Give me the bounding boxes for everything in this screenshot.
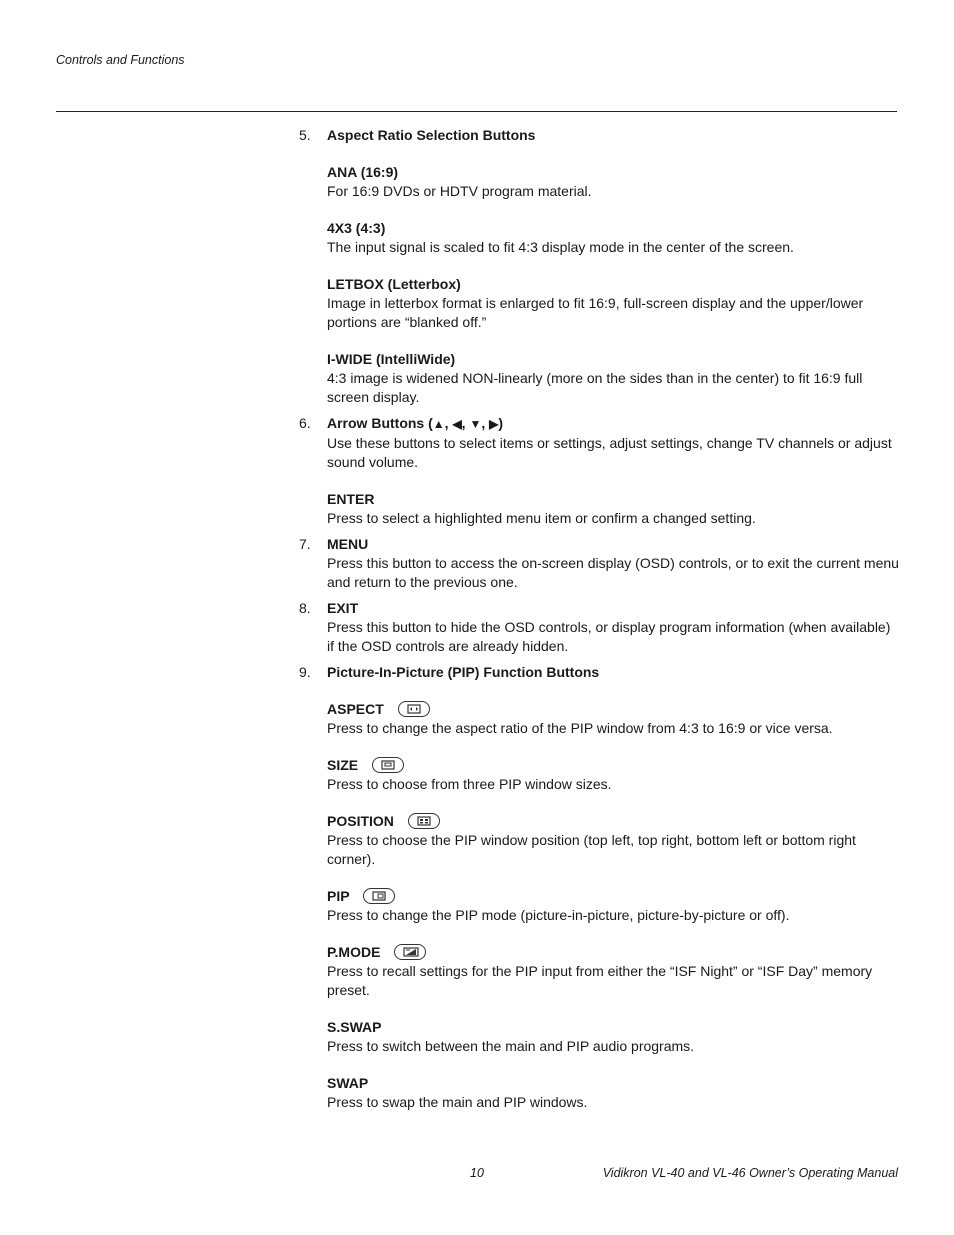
item-number: 7.: [299, 536, 311, 552]
item-title: Arrow Buttons (▲, ◀, ▼, ▶): [327, 415, 504, 431]
up-arrow-icon: ▲: [432, 417, 445, 431]
item-title: Aspect Ratio Selection Buttons: [327, 127, 536, 143]
subsection-pip: [327, 887, 899, 925]
subsection-label: ANA (16:9): [327, 164, 399, 180]
subsection-pmode: [327, 943, 899, 1000]
subsection-text: Press to change the aspect ratio of the PIP window from 4:3 to 16:9 or vice versa.: [327, 720, 833, 736]
item-title: MENU: [327, 536, 369, 552]
subsection-label: I-WIDE (IntelliWide): [327, 351, 456, 367]
subsection-4x3: [327, 219, 899, 257]
list-item-arrow-buttons: [299, 414, 899, 528]
subsection-label: P.MODE: [327, 944, 381, 960]
item-text: Press this button to access the on-screen display (OSD) controls, or to exit the current menu and return to the previous one.: [327, 555, 899, 590]
manual-title: Vidikron VL-40 and VL-46 Owner’s Operating Manual: [602, 1166, 898, 1180]
subsection-sswap: [327, 1018, 899, 1056]
subsection-label-row: [327, 756, 899, 775]
subsection-swap: [327, 1074, 899, 1112]
subsection-enter: [327, 490, 899, 528]
subsection-label-row: [327, 943, 899, 962]
subsection-text: Press to swap the main and PIP windows.: [327, 1094, 588, 1110]
subsection-label: S.SWAP: [327, 1019, 382, 1035]
item-title: EXIT: [327, 600, 359, 616]
item-text: Use these buttons to select items or settings, adjust settings, change TV channels or adjust sound volume.: [327, 435, 892, 470]
list-item-pip: [299, 663, 899, 1112]
subsection-label-row: [327, 700, 899, 719]
subsection-iwide: [327, 350, 899, 407]
subsection-text: The input signal is scaled to fit 4:3 display mode in the center of the screen.: [327, 239, 794, 255]
item-number: 5.: [299, 127, 311, 143]
header-divider: [56, 111, 897, 112]
right-arrow-icon: ▶: [489, 417, 499, 431]
subsection-label: 4X3 (4:3): [327, 220, 386, 236]
list-item-exit: [299, 599, 899, 656]
item-title-text: Arrow Buttons (: [327, 415, 433, 431]
subsection-text: Press to choose from three PIP window sizes.: [327, 776, 612, 792]
subsection-aspect: [327, 700, 899, 738]
item-title-end: ): [498, 415, 504, 431]
subsection-label: ENTER: [327, 491, 375, 507]
position-button-icon: [408, 813, 440, 829]
item-text: Press this button to hide the OSD controls, or display program information (when available) if the OSD controls are already hidden.: [327, 619, 891, 654]
subsection-text: Press to select a highlighted menu item or confirm a changed setting.: [327, 510, 756, 526]
subsection-label: POSITION: [327, 813, 394, 829]
subsection-text: Press to recall settings for the PIP input from either the “ISF Night” or “ISF Day” memory preset.: [327, 963, 873, 998]
left-arrow-icon: ◀: [452, 417, 462, 431]
pmode-button-icon: [394, 944, 426, 960]
subsection-label: SIZE: [327, 757, 359, 773]
size-button-icon: [372, 757, 404, 773]
item-number: 9.: [299, 664, 311, 680]
main-content: [299, 126, 899, 1119]
subsection-label: SWAP: [327, 1075, 369, 1091]
subsection-label: PIP: [327, 888, 350, 904]
subsection-text: Press to switch between the main and PIP audio programs.: [327, 1038, 695, 1054]
subsection-text: For 16:9 DVDs or HDTV program material.: [327, 183, 592, 199]
aspect-button-icon: [398, 701, 430, 717]
item-title: Picture-In-Picture (PIP) Function Buttons: [327, 664, 600, 680]
subsection-ana: [327, 163, 899, 201]
subsection-label-row: [327, 812, 899, 831]
subsection-size: [327, 756, 899, 794]
list-item-aspect-ratio: [299, 126, 899, 407]
subsection-text: Press to change the PIP mode (picture-in-picture, picture-by-picture or off).: [327, 907, 790, 923]
pip-button-icon: [363, 888, 395, 904]
item-number: 6.: [299, 415, 311, 431]
subsection-label-row: [327, 887, 899, 906]
page-number: 10: [470, 1166, 484, 1180]
subsection-text: 4:3 image is widened NON-linearly (more on the sides than in the center) to fit 16:9 full screen display.: [327, 370, 863, 405]
running-header: Controls and Functions: [56, 53, 185, 67]
down-arrow-icon: ▼: [469, 417, 482, 431]
subsection-label: ASPECT: [327, 701, 384, 717]
subsection-text: Press to choose the PIP window position (top left, top right, bottom left or bottom right corner).: [327, 832, 856, 867]
subsection-text: Image in letterbox format is enlarged to fit 16:9, full-screen display and the upper/lower portions are “blanked off.”: [327, 295, 864, 330]
subsection-label: LETBOX (Letterbox): [327, 276, 461, 292]
subsection-letbox: [327, 275, 899, 332]
subsection-position: [327, 812, 899, 869]
item-number: 8.: [299, 600, 311, 616]
list-item-menu: [299, 535, 899, 592]
